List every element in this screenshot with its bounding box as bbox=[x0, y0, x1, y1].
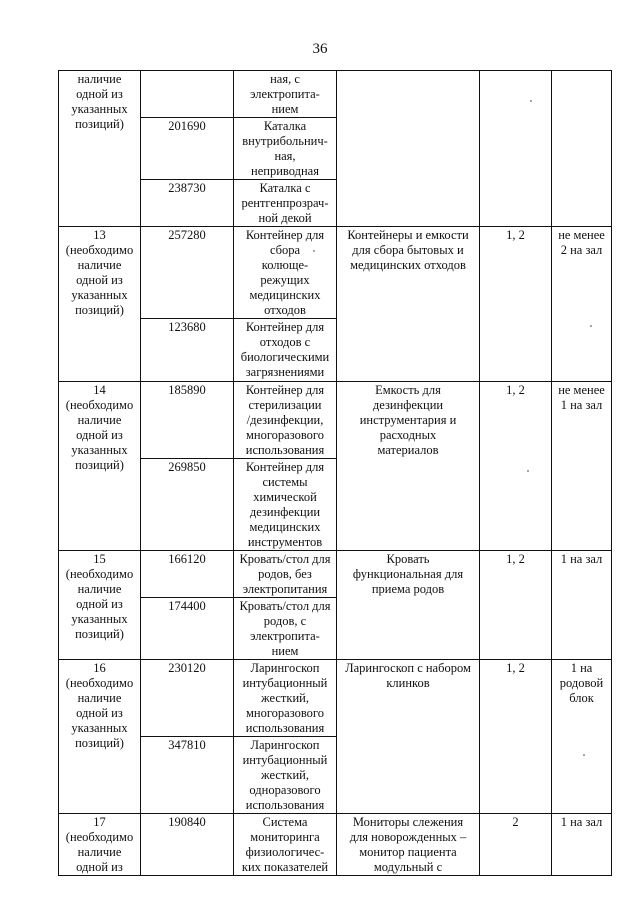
ref-cell: 1, 2 bbox=[480, 660, 552, 814]
code-cell: 201690 bbox=[141, 118, 234, 180]
scan-speck bbox=[583, 754, 585, 756]
item-name-cell: Контейнер для отходов с биологическими загрязнениями bbox=[234, 319, 337, 382]
table-row bbox=[59, 227, 612, 319]
ref-cell: 1, 2 bbox=[480, 551, 552, 660]
group-cell: наличие одной из указанных позиций) bbox=[59, 71, 141, 227]
scan-speck bbox=[590, 325, 592, 327]
description-cell: Мониторы слежения для новорожденных – монитор пациента модульный с bbox=[337, 814, 480, 876]
item-name-cell: Кровать/стол для родов, с электропита- нием bbox=[234, 598, 337, 660]
quantity-cell: 1 на зал bbox=[552, 551, 612, 660]
table-row bbox=[59, 551, 612, 598]
code-cell: 230120 bbox=[141, 660, 234, 737]
item-name-cell: Контейнер для системы химической дезинфекции медицинских инструментов bbox=[234, 459, 337, 551]
scan-speck bbox=[527, 470, 529, 472]
description-cell: Ларингоскоп с набором клинков bbox=[337, 660, 480, 814]
item-name-cell: Каталка внутрибольнич- ная, неприводная bbox=[234, 118, 337, 180]
table-row bbox=[59, 660, 612, 737]
item-name-cell: Ларингоскоп интубационный жесткий, одноразового использования bbox=[234, 737, 337, 814]
code-cell: 123680 bbox=[141, 319, 234, 382]
scan-speck bbox=[530, 100, 532, 102]
code-cell: 257280 bbox=[141, 227, 234, 319]
group-cell: 16 (необходимо наличие одной из указанных позиций) bbox=[59, 660, 141, 814]
code-cell: 190840 bbox=[141, 814, 234, 876]
scan-speck bbox=[313, 250, 315, 252]
quantity-cell bbox=[552, 71, 612, 227]
group-cell: 17 (необходимо наличие одной из bbox=[59, 814, 141, 876]
page-number: 36 bbox=[312, 41, 328, 57]
quantity-cell: не менее 1 на зал bbox=[552, 382, 612, 551]
group-cell: 14 (необходимо наличие одной из указанных позиций) bbox=[59, 382, 141, 551]
group-cell: 15 (необходимо наличие одной из указанных позиций) bbox=[59, 551, 141, 660]
ref-cell: 1, 2 bbox=[480, 227, 552, 382]
description-cell bbox=[337, 71, 480, 227]
table-row bbox=[59, 71, 612, 118]
code-cell: 174400 bbox=[141, 598, 234, 660]
item-name-cell: Ларингоскоп интубационный жесткий, многоразового использования bbox=[234, 660, 337, 737]
equipment-table bbox=[58, 70, 612, 876]
quantity-cell: не менее 2 на зал bbox=[552, 227, 612, 382]
code-cell: 269850 bbox=[141, 459, 234, 551]
quantity-cell: 1 на родовой блок bbox=[552, 660, 612, 814]
code-cell: 347810 bbox=[141, 737, 234, 814]
item-name-cell: Контейнер для сбора колюще- режущих медицинских отходов bbox=[234, 227, 337, 319]
description-cell: Емкость для дезинфекции инструментария и расходных материалов bbox=[337, 382, 480, 551]
table-row bbox=[59, 382, 612, 459]
item-name-cell: Каталка с рентгенпрозрач- ной декой bbox=[234, 180, 337, 227]
code-cell: 166120 bbox=[141, 551, 234, 598]
group-cell: 13 (необходимо наличие одной из указанных позиций) bbox=[59, 227, 141, 382]
code-cell: 238730 bbox=[141, 180, 234, 227]
quantity-cell: 1 на зал bbox=[552, 814, 612, 876]
table-body bbox=[59, 71, 612, 876]
item-name-cell: Кровать/стол для родов, без электропитания bbox=[234, 551, 337, 598]
code-cell: 185890 bbox=[141, 382, 234, 459]
item-name-cell: ная, с электропита- нием bbox=[234, 71, 337, 118]
description-cell: Контейнеры и емкости для сбора бытовых и медицинских отходов bbox=[337, 227, 480, 382]
description-cell: Кровать функциональная для приема родов bbox=[337, 551, 480, 660]
code-cell bbox=[141, 71, 234, 118]
table-row bbox=[59, 814, 612, 876]
ref-cell: 1, 2 bbox=[480, 382, 552, 551]
item-name-cell: Система мониторинга физиологичес- ких показателей bbox=[234, 814, 337, 876]
ref-cell: 2 bbox=[480, 814, 552, 876]
item-name-cell: Контейнер для стерилизации /дезинфекции, многоразового использования bbox=[234, 382, 337, 459]
ref-cell bbox=[480, 71, 552, 227]
